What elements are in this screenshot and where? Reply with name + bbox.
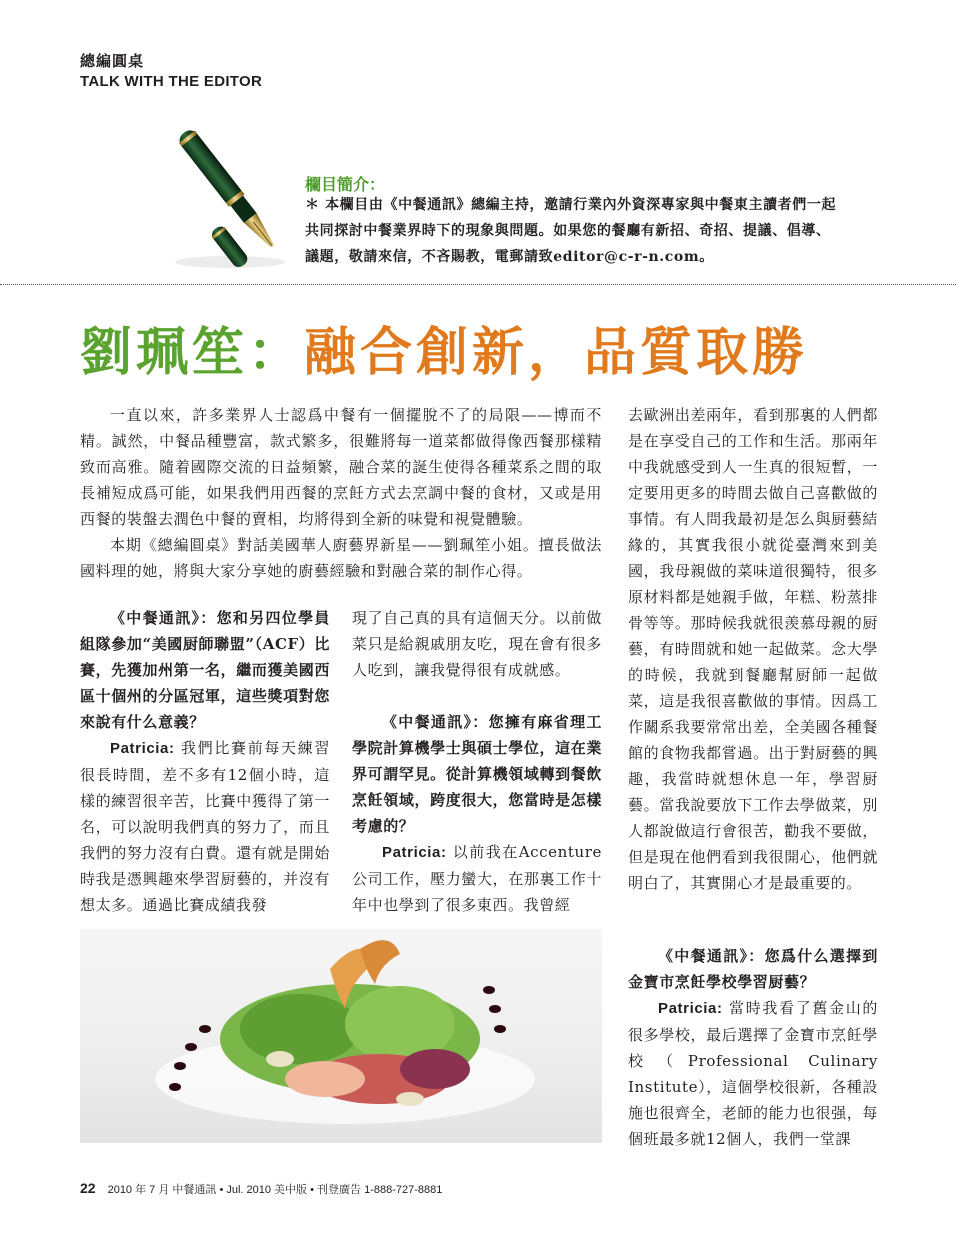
answer-1-continued: 現了自己真的具有這個天分。以前做菜只是給親戚朋友吃，現在會有很多人吃到，讓我覺得很有成就感。: [352, 609, 602, 679]
lead-paragraph: 本期《總編圓桌》對話美國華人廚藝界新星——劉珮笙小姐。擅長做法國料理的她，將與大家分享她的廚藝經驗和對融合菜的制作心得。: [80, 536, 602, 580]
answer-1: [80, 735, 330, 918]
fountain-pen-icon: [160, 112, 300, 272]
speaker-label: Patricia:: [382, 844, 447, 861]
answer-3-text: 當時我看了舊金山的很多學校，最后選擇了金寶市烹飪學校（Professional Culinary Institute），這個學校很新，各種設施也很齊全，老師的能力也很强，每個班最多就12個人，我們一堂課: [628, 999, 878, 1148]
answer-2-text: 以前我在Accenture公司工作，壓力蠻大，在那裏工作十年中也學到了很多東西。我曾經: [352, 843, 602, 914]
answer-1-text: 我們比賽前每天練習很長時間，差不多有12個小時，這樣的練習很辛苦，比賽中獲得了第一名，可以說明我們真的努力了，而且我們的努力沒有白費。還有就是開始時我是憑興趣來學習厨藝的，并沒有想太多。通過比賽成績我發: [80, 739, 330, 914]
column-3: [628, 402, 878, 896]
headline-name: 劉珮笙：: [80, 323, 305, 383]
section-title-zh: 總編圓桌: [80, 52, 145, 70]
salad-plate-icon: [80, 929, 602, 1143]
answer-3: [628, 995, 878, 1152]
column-1: [80, 605, 330, 918]
page-footer: [80, 1180, 442, 1197]
speaker-label: Patricia:: [110, 740, 175, 757]
intro-body: ＊ 本欄目由《中餐通訊》總編主持，邀請行業內外資深專家與中餐東主讀者們一起共同探討中餐業界時下的現象與問題。如果您的餐廳有新招、奇招、提議、倡導、議題，敬請來信，不吝賜教，電郵請致editor@c-r-n.com。: [305, 197, 837, 265]
headline: [80, 310, 808, 385]
question-1: 《中餐通訊》：您和另四位學員組隊參加“美國厨師聯盟”（ACF）比賽，先獲加州第一名，繼而獲美國西區十個州的分區冠軍，這些獎項對您來說有什么意義？: [80, 609, 330, 731]
lead-text: [80, 402, 602, 584]
section-title-en: TALK WITH THE EDITOR: [80, 73, 263, 90]
lead-paragraph: 一直以來，許多業界人士認爲中餐有一個擺脫不了的局限——博而不精。誠然，中餐品種豐富，款式繁多，很難將每一道菜都做得像西餐那樣精致而高雅。隨着國際交流的日益頻繁，融合菜的誕生使得各種菜系之間的取長補短成爲可能，如果我們用西餐的烹飪方式去烹調中餐的食材，又或是用西餐的裝盤去潤色中餐的賣相，均將得到全新的味覺和視覺體驗。: [80, 406, 602, 528]
intro-title: 欄目簡介：: [305, 175, 386, 194]
speaker-label: Patricia:: [658, 1000, 723, 1017]
page-number: 22: [80, 1180, 96, 1196]
dotted-divider: [0, 284, 956, 285]
footer-text: 2010 年 7 月 中餐通訊 • Jul. 2010 美中版 • 刊登廣告 1-888-727-8881: [107, 1184, 443, 1196]
answer-2: [352, 839, 602, 918]
dish-photo: [80, 929, 602, 1143]
question-3: 《中餐通訊》：您爲什么選擇到金寶市烹飪學校學習厨藝？: [628, 947, 878, 991]
answer-2-continued: 去歐洲出差兩年，看到那裏的人們都是在享受自己的工作和生活。那兩年中我就感受到人一生真的很短暫，一定要用更多的時間去做自己喜歡做的事情。有人問我最初是怎么與厨藝結緣的，其實我很小就從臺灣來到美國，我母親做的菜味道很獨特，很多原材料都是她親手做，年糕、粉蒸排骨等等。那時候我就很羡慕母親的厨藝，有時間就和她一起做菜。念大學的時候，我就到餐廳幫厨師一起做菜，這是我很喜歡做的事情。因爲工作關系我要常常出差，全美國各種餐館的食物我都嘗過。出于對厨藝的興趣，我當時就想休息一年，學習厨藝。當我說要放下工作去學做菜，別人都說做這行會很苦，勸我不要做，但是現在他們看到我很開心，他們就明白了，其實開心才是最重要的。: [628, 406, 878, 892]
question-2: 《中餐通訊》：您擁有麻省理工學院計算機學士與碩士學位，這在業界可謂罕見。從計算機領域轉到餐飲烹飪領域，跨度很大，您當時是怎樣考慮的？: [352, 713, 602, 835]
column-3-lower: [628, 943, 878, 1152]
column-2: [352, 605, 602, 918]
headline-title: 融合創新，品質取勝: [304, 323, 809, 383]
